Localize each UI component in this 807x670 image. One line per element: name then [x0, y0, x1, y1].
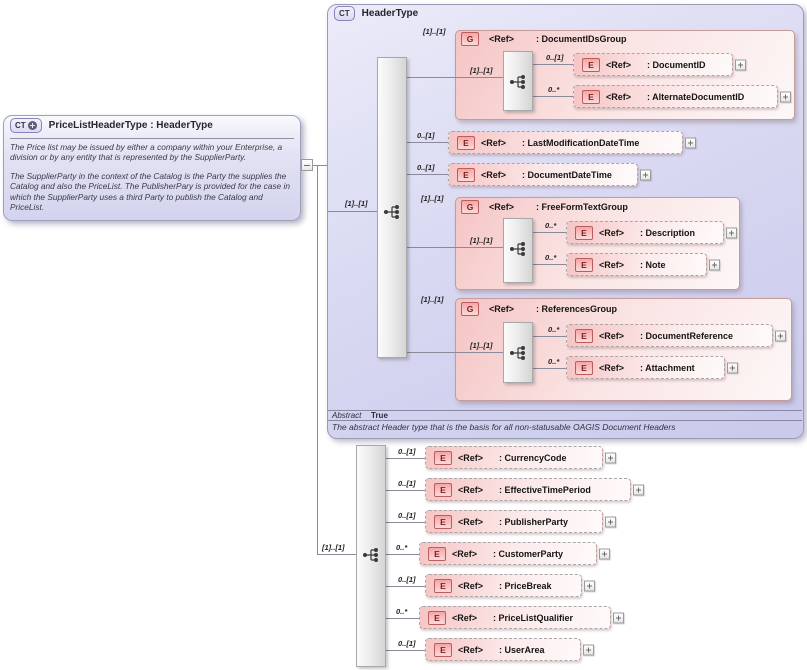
element-name: : DocumentDateTime [522, 169, 612, 180]
element-name: : Attachment [640, 362, 695, 373]
cardinality-label: 0..* [548, 357, 560, 366]
element-document-reference[interactable] [566, 324, 773, 347]
sequence-icon [509, 241, 527, 257]
expand-plus-icon[interactable] [727, 362, 738, 373]
element-ref-label: <Ref> [458, 516, 484, 527]
connector-line [533, 96, 573, 97]
cardinality-label: 0..[1] [398, 479, 416, 488]
element-name: : UserArea [499, 644, 545, 655]
element-name: : Description [640, 227, 696, 238]
complex-type-icon [334, 6, 355, 21]
cardinality-label: 0..[1] [417, 131, 435, 140]
element-ref-label: <Ref> [452, 612, 478, 623]
cardinality-label: 0..[1] [398, 447, 416, 456]
group-ref-label: <Ref> [489, 304, 515, 314]
complex-type-icon-label: CT [15, 121, 26, 130]
element-ref-label: <Ref> [599, 362, 625, 373]
expand-plus-icon[interactable] [613, 612, 624, 623]
element-alternate-document-id[interactable] [573, 85, 778, 108]
group-name: : FreeFormTextGroup [536, 202, 628, 212]
element-currency-code[interactable] [425, 446, 603, 469]
sequence-icon [383, 204, 401, 220]
element-icon: E [434, 579, 452, 593]
element-ref-label: <Ref> [599, 227, 625, 238]
divider [328, 420, 802, 421]
abstract-value: True [371, 411, 388, 420]
group-icon: G [461, 32, 479, 46]
element-icon: E [582, 58, 600, 72]
element-attachment[interactable] [566, 356, 725, 379]
element-effective-time-period[interactable] [425, 478, 631, 501]
cardinality-label: 0..* [545, 221, 557, 230]
connector-line [328, 211, 377, 212]
headertype-title: HeaderType [361, 8, 419, 19]
element-document-id[interactable] [573, 53, 733, 76]
group-name: : ReferencesGroup [536, 304, 618, 314]
element-ref-label: <Ref> [458, 644, 484, 655]
connector-line [386, 458, 425, 459]
cardinality-label: [1]..[1] [345, 199, 368, 208]
cardinality-label: 0..[1] [398, 639, 416, 648]
cardinality-label: 0..* [548, 85, 560, 94]
connector-line [407, 77, 503, 78]
connector-line [386, 522, 425, 523]
element-ref-label: <Ref> [458, 484, 484, 495]
connector-line [313, 165, 327, 166]
element-icon: E [575, 361, 593, 375]
collapse-minus-icon[interactable] [301, 159, 313, 171]
element-price-list-qualifier[interactable] [419, 606, 611, 629]
element-name: : PublisherParty [499, 516, 569, 527]
connector-line [386, 554, 419, 555]
headertype-panel-header [334, 6, 418, 21]
expand-plus-icon[interactable] [780, 91, 791, 102]
connector-line [317, 554, 356, 555]
connector-line [407, 174, 448, 175]
sequence-compositor-document-ids[interactable] [503, 51, 533, 111]
group-header-document-ids [461, 32, 627, 46]
connector-line [386, 490, 425, 491]
element-customer-party[interactable] [419, 542, 597, 565]
element-icon: E [457, 136, 475, 150]
cardinality-label: 0..[1] [398, 511, 416, 520]
cardinality-label: [1]..[1] [322, 543, 345, 552]
element-icon: E [575, 258, 593, 272]
group-icon: G [461, 302, 479, 316]
element-last-modification-date-time[interactable] [448, 131, 683, 154]
cardinality-label: [1]..[1] [423, 27, 446, 36]
element-ref-label: <Ref> [606, 91, 632, 102]
element-name: : AlternateDocumentID [647, 91, 745, 102]
element-icon: E [434, 483, 452, 497]
element-icon: E [457, 168, 475, 182]
complex-type-icon-label: CT [339, 9, 350, 18]
group-ref-label: <Ref> [489, 34, 515, 44]
complex-type-plus-icon [10, 118, 42, 133]
connector-line [533, 368, 566, 369]
element-ref-label: <Ref> [458, 580, 484, 591]
connector-line [407, 247, 503, 248]
element-price-break[interactable] [425, 574, 582, 597]
abstract-label: Abstract [332, 411, 362, 420]
connector-line [386, 650, 425, 651]
element-description[interactable] [566, 221, 724, 244]
expand-plus-icon[interactable] [726, 227, 737, 238]
expand-plus-icon[interactable] [605, 516, 616, 527]
sequence-compositor-free-form-text[interactable] [503, 218, 533, 283]
expand-plus-icon[interactable] [640, 169, 651, 180]
group-header-free-form-text [461, 200, 628, 214]
element-name: : PriceListQualifier [493, 612, 574, 623]
cardinality-label: 0..* [396, 607, 408, 616]
element-ref-label: <Ref> [452, 548, 478, 559]
complex-type-header [10, 118, 213, 133]
element-icon: E [434, 515, 452, 529]
element-icon: E [575, 329, 593, 343]
connector-line [386, 586, 425, 587]
expand-plus-icon[interactable] [735, 59, 746, 70]
element-name: : DocumentReference [640, 330, 734, 341]
element-document-date-time[interactable] [448, 163, 638, 186]
element-ref-label: <Ref> [599, 259, 625, 270]
connector-line [407, 142, 448, 143]
element-icon: E [434, 643, 452, 657]
element-name: : EffectiveTimePeriod [499, 484, 591, 495]
annotation-paragraph-1: The Price list may be issued by either a company within your Enterprise, a division or by any entity that is represented by the SupplierParty. [10, 142, 283, 163]
cardinality-label: [1]..[1] [470, 236, 493, 245]
cardinality-label: [1]..[1] [421, 194, 444, 203]
element-name: : PriceBreak [499, 580, 552, 591]
expand-plus-icon[interactable] [605, 452, 616, 463]
expand-plus-icon[interactable] [685, 137, 696, 148]
cardinality-label: 0..[1] [546, 53, 564, 62]
element-name: : DocumentID [647, 59, 706, 70]
expand-plus-icon[interactable] [599, 548, 610, 559]
connector-line [533, 64, 573, 65]
element-name: : Note [640, 259, 666, 270]
group-header-references [461, 302, 617, 316]
sequence-compositor-extension[interactable] [356, 445, 386, 667]
divider [10, 138, 294, 139]
element-ref-label: <Ref> [481, 137, 507, 148]
connector-line [407, 352, 503, 353]
sequence-icon [509, 74, 527, 90]
divider [328, 410, 802, 411]
cardinality-label: 0..* [548, 325, 560, 334]
group-icon: G [461, 200, 479, 214]
connector-line [386, 618, 419, 619]
element-icon: E [575, 226, 593, 240]
cardinality-label: 0..[1] [398, 575, 416, 584]
complex-type-title: PriceListHeaderType : HeaderType [48, 120, 213, 131]
element-icon: E [582, 90, 600, 104]
sequence-compositor-main[interactable] [377, 57, 407, 358]
expand-plus-icon[interactable] [633, 484, 644, 495]
element-name: : CurrencyCode [499, 452, 567, 463]
plus-circle-icon [28, 121, 37, 130]
element-user-area[interactable] [425, 638, 581, 661]
element-ref-label: <Ref> [599, 330, 625, 341]
expand-plus-icon[interactable] [584, 580, 595, 591]
cardinality-label: [1]..[1] [470, 66, 493, 75]
element-ref-label: <Ref> [606, 59, 632, 70]
group-ref-label: <Ref> [489, 202, 515, 212]
element-name: : CustomerParty [493, 548, 564, 559]
expand-plus-icon[interactable] [583, 644, 594, 655]
headertype-annotation: The abstract Header type that is the basis for all non-statusable OAGIS Document Headers [332, 422, 676, 432]
element-icon: E [434, 451, 452, 465]
group-name: : DocumentIDsGroup [536, 34, 627, 44]
element-ref-label: <Ref> [481, 169, 507, 180]
cardinality-label: [1]..[1] [421, 295, 444, 304]
element-icon: E [428, 611, 446, 625]
element-publisher-party[interactable] [425, 510, 603, 533]
cardinality-label: 0..[1] [417, 163, 435, 172]
element-icon: E [428, 547, 446, 561]
connector-line [533, 336, 566, 337]
element-name: : LastModificationDateTime [522, 137, 640, 148]
expand-plus-icon[interactable] [709, 259, 720, 270]
sequence-compositor-references[interactable] [503, 322, 533, 383]
element-ref-label: <Ref> [458, 452, 484, 463]
connector-line [317, 166, 318, 554]
sequence-icon [362, 547, 380, 563]
annotation-paragraph-2: The SupplierParty in the context of the Catalog is the Party the supplies the Catalog and also the PriceList. The PublisherPary is provided for the case in which the SupplierParty uses a third Party to publish the Catalog and PriceList. [10, 171, 290, 212]
expand-plus-icon[interactable] [775, 330, 786, 341]
cardinality-label: 0..* [396, 543, 408, 552]
sequence-icon [509, 345, 527, 361]
element-note[interactable] [566, 253, 707, 276]
cardinality-label: 0..* [545, 253, 557, 262]
connector-line [533, 264, 566, 265]
connector-line [533, 232, 566, 233]
cardinality-label: [1]..[1] [470, 341, 493, 350]
